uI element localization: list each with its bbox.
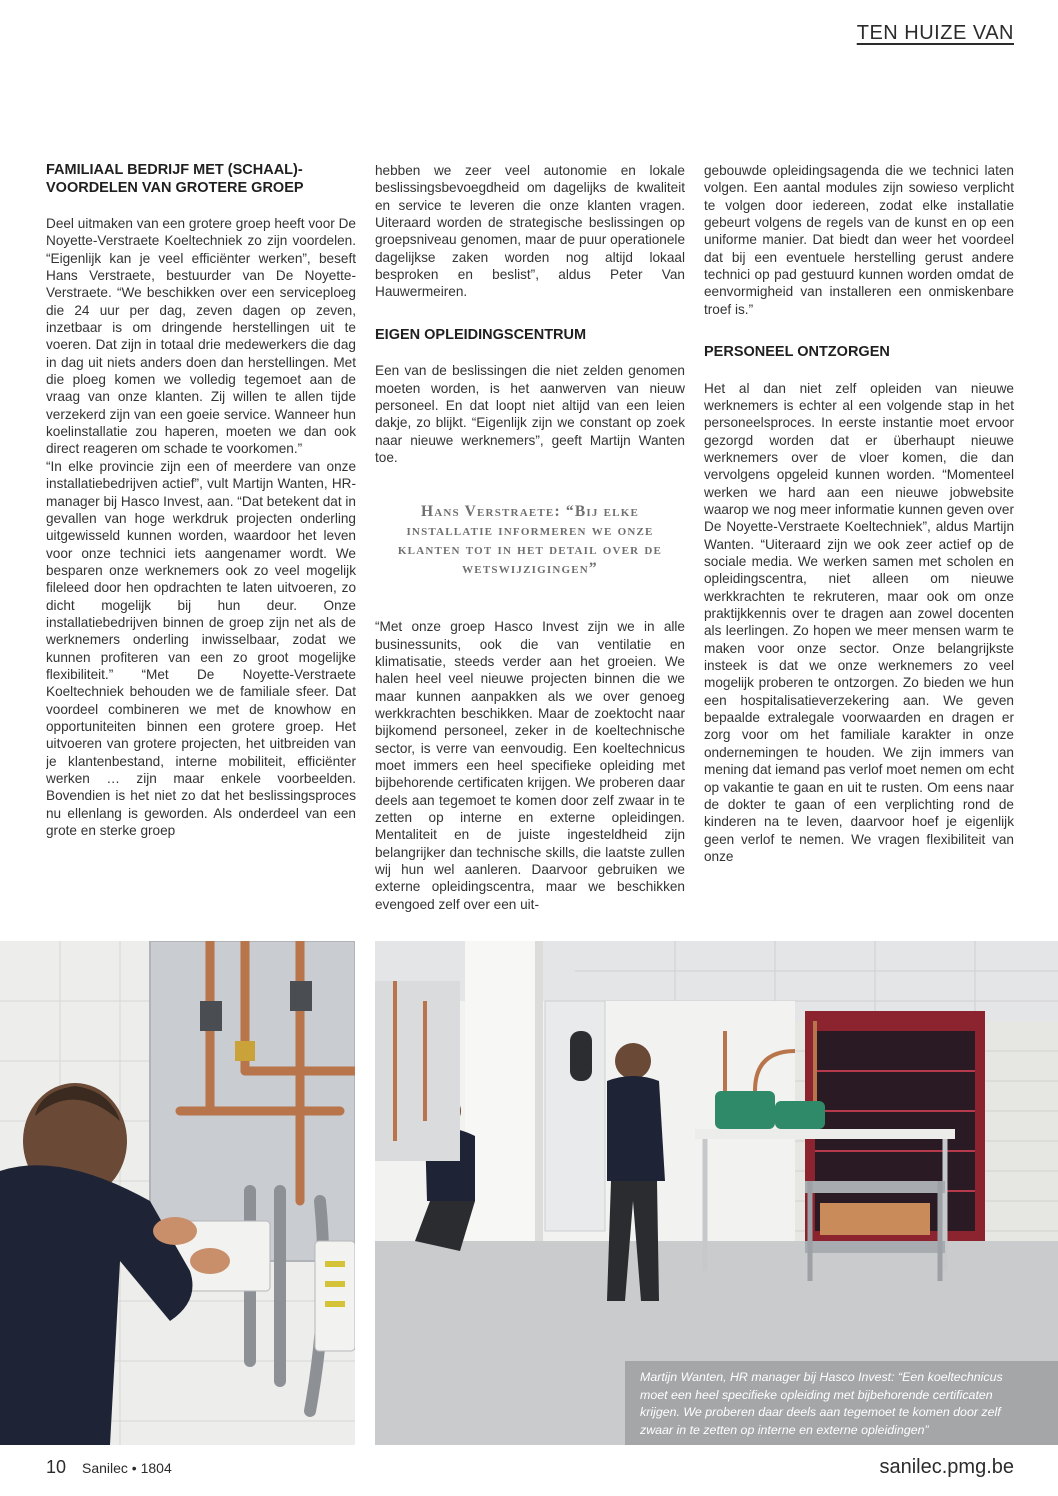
section-heading-personeel-ontzorgen: PERSONEEL ONTZORGEN bbox=[704, 344, 890, 361]
paragraph: gebouwde opleidingsagenda die we technici laten volgen. Een aantal modules zijn sowieso verplicht te volgen door iedereen, zodat elke installatie gebeurt volgens de regels van de kunst en op een uniforme manier. Dat biedt dan weer het voordeel dat bij een eventuele herstelling gerust andere technici op pad gestuurd kunnen worden omdat de eenvormigheid van installeren een onmiskenbare troef is.” bbox=[704, 163, 1014, 317]
paragraph: “In elke provincie zijn een of meerdere van onze installatiebedrijven actief”, vult Martijn Wanten, HR-manager bij Hasco Invest, aan. “Dat betekent dat in gevallen van hoge werkdruk projecten onderling uitgewisseld kunnen worden, waardoor het leven voor onze technici iets aangenamer wordt. We besparen onze werknemers ook zo veel mogelijk fileleed door hen opdrachten te laten uitvoeren, zo dicht mogelijk bij hun deur. Onze installatiebedrijven binnen de groep zijn net als de werknemers onderling inwisselbaar, zodat we kunnen profiteren van een zo groot mogelijke flexibiliteit.” “Met De Noyette-Verstraete Koeltechniek behouden we de familiale sfeer. Dat voordeel combineren we met de knowhow en opportuniteiten binnen een grotere groep. Het uitvoeren van grotere projecten, het uitbreiden van je klantenbestand, interne mobiliteit, efficiënter werken … zijn maar enkele voorbeelden. Bovendien is het niet zo dat het beslissingsproces nu ellenlang is geworden. Als onderdeel van een grote en sterke groep bbox=[46, 458, 356, 839]
website-link[interactable]: sanilec.pmg.be bbox=[879, 1456, 1014, 1478]
paragraph: “Met onze groep Hasco Invest zijn we in alle businessunits, ook die van ventilatie en klimatisatie, steeds verder aan het groeien. We halen heel veel nieuwe projecten binnen die we maar kunnen aanpakken als we over genoeg werkkrachten beschikken. Maar de zoektocht naar bijkomend personeel, zeker in de koeltechnische sector, is verre van eenvoudig. Een koeltechnicus moet immers een heel specifieke opleiding met bijbehorende certificaten krijgen. We proberen daar deels aan tegemoet te komen door zelf zwaar in te zetten op interne en externe opleidingen. Mentaliteit en de juiste ingesteldheid zijn belangrijker dan technische skills, die laatste zullen wij hun wel aanleren. Daarvoor gebruiken we externe opleidingscentra, maar we beschikken evengoed zelf over een uit- bbox=[375, 619, 685, 912]
paragraph: Deel uitmaken van een grotere groep heeft voor De Noyette-Verstraete Koeltechniek zo zijn voordelen. “Eigenlijk kan je veel efficiënter werken”, beseft Hans Verstraete, bestuurder van De Noyette-Verstraete. “We beschikken over een serviceploeg die 24 uur per dag, zeven dagen op zeven, inzetbaar is om dringende herstellingen uit te voeren. Dat zijn in totaal drie medewerkers die dag in dag uit niets anders doen dan herstellingen. Met die ploeg komen we volledig tegemoet aan de vraag van onze klanten. Zij willen te allen tijde verzekerd zijn van een goeie service. Wanneer hun koelinstallatie zou haperen, moeten we dan ook direct reageren om schade te voorkomen.” bbox=[46, 216, 356, 457]
paragraph: hebben we zeer veel autonomie en lokale beslissingsbevoegdheid om dagelijks de kwaliteit en service te leveren die onze klanten vragen. Uiteraard worden de strategische beslissingen op groepsniveau genomen, maar de puur operationele dagelijkse zaken worden nog altijd lokaal besproken en beslist”, aldus Peter Van Hauwermeiren. bbox=[375, 163, 685, 300]
photo-caption: Martijn Wanten, HR manager bij Hasco Invest: “Een koeltechnicus moet een heel specifieke opleiding met bijbehorende certificaten krijgen. We proberen daar deels aan tegemoet te komen door zelf zwaar in te zetten op interne en externe opleidingen” bbox=[640, 1370, 1003, 1437]
section-tag: TEN HUIZE VAN bbox=[856, 22, 1014, 44]
photo-technician-panel-illustration bbox=[0, 941, 355, 1445]
page-number: 10 bbox=[46, 1457, 67, 1477]
paragraph: Het al dan niet zelf opleiden van nieuwe werknemers is echter al een volgende stap in het personeelsproces. In eerste instantie moet ervoor gezorgd worden dat er überhaupt nieuwe werknemers over de vloer komen, die dan vervolgens opgeleid kunnen worden. “Momenteel werken we hard aan een nieuwe jobwebsite waarop we nog meer informatie kunnen geven over De Noyette-Verstraete Koeltechniek”, aldus Martijn Wanten. “Uiteraard zijn we ook zeer actief op de sociale media. We werken samen met scholen en opleidingscentra, niet alleen om nieuwe werkkrachten te rekruteren, maar ook om onze praktijkkennis over te dragen aan zowel docenten als leerlingen. Zo hopen we meer mensen warm te maken voor onze sector. Onze belangrijkste insteek is dat we onze werknemers zo veel mogelijk proberen te ontzorgen. Zo bieden we hun een hospitalisatieverzekering aan. We geven bepaalde extralegale voorwaarden en dragen er zorg voor om het familiale karakter in onze ondernemingen te houden. We zijn immers van mening dat iemand pas verlof moet nemen om echt op vakantie te gaan en uit te rusten. Om eens naar de dokter te gaan of een verplichting rond de kinderen na te leven, daarvoor hoef je eigenlijk geen verlof te nemen. We vragen flexibiliteit van onze bbox=[704, 380, 1014, 864]
section-heading-familiaal-bedrijf: FAMILIAAL BEDRIJF MET (SCHAAL)-VOORDELEN VAN GROTERE GROEP bbox=[46, 162, 304, 196]
pull-quote: Hans Verstraete: “Bij elke installatie informeren we onze klanten tot in het detail over de wetswijzigingen” bbox=[397, 503, 663, 578]
magazine-issue: Sanilec • 1804 bbox=[82, 1460, 172, 1476]
photo-technician-panel bbox=[0, 941, 355, 1445]
article-column-3 bbox=[704, 162, 1014, 932]
article-column-2 bbox=[375, 162, 685, 932]
paragraph: Een van de beslissingen die niet zelden genomen moeten worden, is het aanwerven van nieuw personeel. En dat loopt niet altijd van een leien dakje, zo blijkt. “Eigenlijk zijn we constant op zoek naar nieuwe werknemers”, geeft Martijn Wanten toe. bbox=[375, 363, 685, 465]
article-column-1 bbox=[46, 162, 356, 932]
section-heading-eigen-opleidingscentrum: EIGEN OPLEIDINGSCENTRUM bbox=[375, 326, 587, 343]
